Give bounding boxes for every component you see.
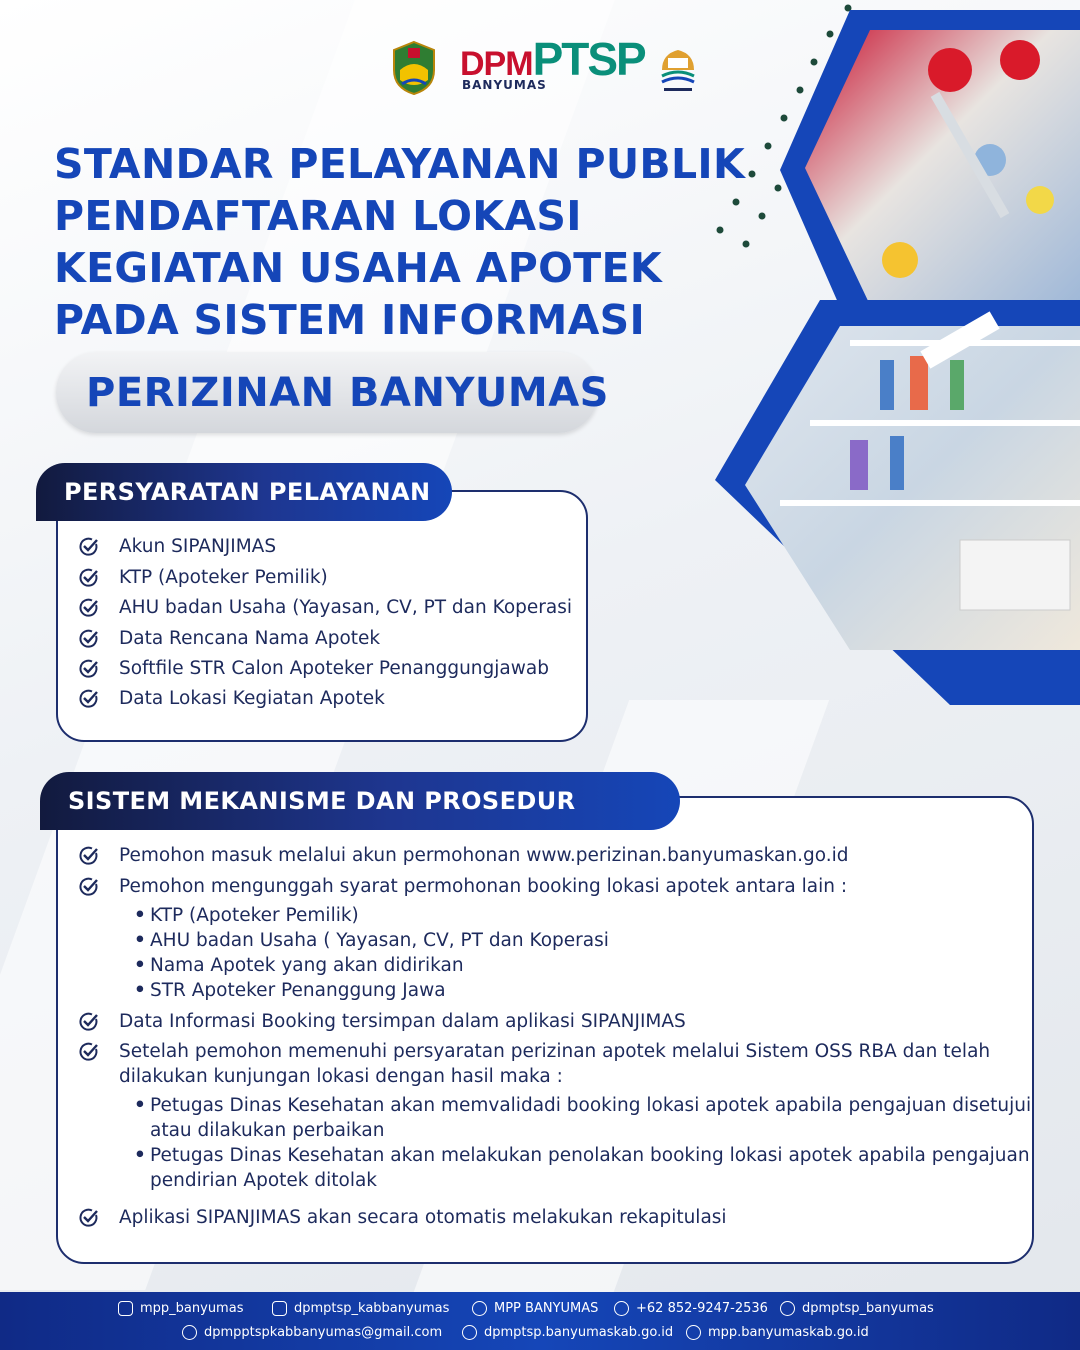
footer-text: mpp.banyumaskab.go.id — [708, 1325, 869, 1340]
procedure-step — [78, 1039, 990, 1089]
procedure-bullet: • Nama Apotek yang akan didirikan — [134, 955, 464, 976]
procedure-bullet: • Petugas Dinas Kesehatan akan melakukan penolakan booking lokasi apotek apabila pengajuan pendirian Apotek ditolak — [134, 1145, 1030, 1191]
pharmacy-hexagon-images — [700, 0, 1080, 720]
check-circle-icon — [78, 658, 100, 680]
requirement-text: AHU badan Usaha (Yayasan, CV, PT dan Koperasi — [119, 597, 572, 618]
title-line: PADA SISTEM INFORMASI — [54, 296, 646, 344]
footer-contacts — [0, 1292, 1080, 1350]
email-icon — [182, 1325, 197, 1340]
footer-text: +62 852-9247-2536 — [636, 1301, 768, 1316]
requirements-heading: PERSYARATAN PELAYANAN — [64, 478, 431, 506]
procedure-bullet: • STR Apoteker Penanggung Jawa — [134, 980, 446, 1001]
requirements-heading-bar — [36, 463, 452, 521]
procedure-bullet: • AHU badan Usaha ( Yayasan, CV, PT dan Koperasi — [134, 930, 609, 951]
check-circle-icon — [78, 536, 100, 558]
globe-icon — [686, 1325, 701, 1340]
phone-icon — [614, 1301, 629, 1316]
requirement-text: Data Rencana Nama Apotek — [119, 628, 381, 649]
check-circle-icon — [78, 567, 100, 589]
youtube-icon — [472, 1301, 487, 1316]
procedure-bullet-text: Petugas Dinas Kesehatan akan melakukan penolakan booking lokasi apotek apabila pengajuan — [150, 1145, 1030, 1166]
footer-email[interactable] — [182, 1325, 442, 1340]
footer-text: dpmptsp_kabbanyumas — [294, 1301, 450, 1316]
mpp-logo-icon — [658, 46, 698, 96]
footer-instagram-mpp[interactable] — [118, 1301, 243, 1316]
requirement-text: Softfile STR Calon Apoteker Penanggungjawab — [119, 658, 549, 679]
procedure-step — [78, 843, 849, 868]
requirement-item — [78, 565, 328, 590]
procedure-step-text: Aplikasi SIPANJIMAS akan secara otomatis melakukan rekapitulasi — [119, 1207, 727, 1228]
procedure-bullet-text: Nama Apotek yang akan didirikan — [150, 955, 464, 976]
procedure-step — [78, 1009, 686, 1034]
footer-text: mpp_banyumas — [140, 1301, 244, 1316]
requirement-text: KTP (Apoteker Pemilik) — [119, 567, 328, 588]
requirement-item — [78, 686, 385, 711]
title-pill-text: PERIZINAN BANYUMAS — [86, 369, 609, 416]
procedure-step-text: Pemohon masuk melalui akun permohonan www.perizinan.banyumaskan.go.id — [119, 845, 849, 866]
check-circle-icon — [78, 628, 100, 650]
footer-phone[interactable] — [614, 1301, 768, 1316]
globe-icon — [462, 1325, 477, 1340]
requirement-item — [78, 626, 380, 651]
logo-text-ptsp: PTSP — [532, 33, 645, 85]
footer-web-dpmptsp[interactable] — [462, 1325, 673, 1340]
logo-subtitle: BANYUMAS — [462, 78, 547, 92]
requirement-item — [78, 595, 572, 620]
procedure-step-text: Setelah pemohon memenuhi persyaratan perizinan apotek melalui Sistem OSS RBA dan telah — [119, 1041, 991, 1062]
title-line: STANDAR PELAYANAN PUBLIK — [54, 140, 746, 188]
check-circle-icon — [78, 1011, 100, 1033]
procedure-step — [78, 1205, 727, 1230]
check-circle-icon — [78, 876, 100, 898]
title-line: KEGIATAN USAHA APOTEK — [54, 244, 662, 292]
requirement-text: Akun SIPANJIMAS — [119, 536, 277, 557]
procedure-bullet-text: pendirian Apotek ditolak — [150, 1170, 378, 1191]
check-circle-icon — [78, 688, 100, 710]
footer-text: dpmptsp_banyumas — [802, 1301, 934, 1316]
header-logos — [390, 30, 710, 100]
footer-text: dpmptsp.banyumaskab.go.id — [484, 1325, 674, 1340]
page-title — [54, 138, 746, 346]
procedure-bullet-text: KTP (Apoteker Pemilik) — [150, 905, 359, 926]
requirement-item — [78, 656, 549, 681]
procedure-bullet-text: atau dilakukan perbaikan — [150, 1120, 385, 1141]
procedure-step-text: dilakukan kunjungan lokasi dengan hasil maka : — [119, 1066, 563, 1087]
procedure-bullet-text: STR Apoteker Penanggung Jawa — [150, 980, 446, 1001]
procedure-step-text: Pemohon mengunggah syarat permohonan booking lokasi apotek antara lain : — [119, 876, 848, 897]
instagram-icon — [118, 1301, 133, 1316]
requirement-text: Data Lokasi Kegiatan Apotek — [119, 688, 385, 709]
title-pill — [56, 352, 609, 433]
check-circle-icon — [78, 1041, 100, 1063]
footer-tiktok[interactable] — [780, 1301, 934, 1316]
procedure-heading: SISTEM MEKANISME DAN PROSEDUR — [68, 787, 576, 815]
footer-text: MPP BANYUMAS — [494, 1301, 599, 1316]
check-circle-icon — [78, 597, 100, 619]
logo-text-dpm: DPM — [460, 45, 533, 83]
procedure-heading-bar — [40, 772, 680, 830]
footer-text: dpmpptspkabbanyumas@gmail.com — [204, 1325, 443, 1340]
procedure-step — [78, 874, 847, 899]
banyumas-seal-icon — [390, 40, 438, 96]
check-circle-icon — [78, 845, 100, 867]
procedure-bullet-text: AHU badan Usaha ( Yayasan, CV, PT dan Koperasi — [150, 930, 609, 951]
tiktok-icon — [780, 1301, 795, 1316]
procedure-bullet: • Petugas Dinas Kesehatan akan memvalidadi booking lokasi apotek apabila pengajuan disetujui atau dilakukan perbaikan — [134, 1095, 1032, 1141]
procedure-step-text: Data Informasi Booking tersimpan dalam aplikasi SIPANJIMAS — [119, 1011, 686, 1032]
title-line: PENDAFTARAN LOKASI — [54, 192, 582, 240]
footer-youtube[interactable] — [472, 1301, 598, 1316]
requirement-item — [78, 534, 276, 559]
footer-instagram-dpmptsp[interactable] — [272, 1301, 449, 1316]
procedure-bullet-text: Petugas Dinas Kesehatan akan memvalidadi booking lokasi apotek apabila pengajuan disetujui — [150, 1095, 1032, 1116]
check-circle-icon — [78, 1207, 100, 1229]
instagram-icon — [272, 1301, 287, 1316]
procedure-bullet: • KTP (Apoteker Pemilik) — [134, 905, 359, 926]
footer-web-mpp[interactable] — [686, 1325, 869, 1340]
